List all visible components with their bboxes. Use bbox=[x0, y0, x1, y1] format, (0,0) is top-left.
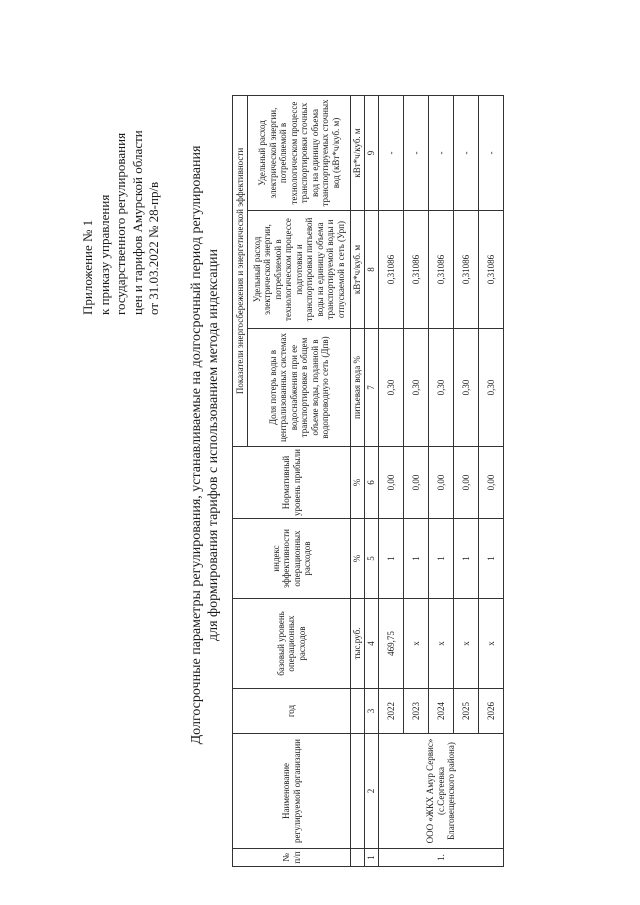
header-water-losses: Доля потерь воды в централизованных системах водоснабжения при ее транспортировке в общем объеме воды, поданной в водопроводную сеть (Дпв) bbox=[248, 329, 351, 447]
cell-losses: 0,30 bbox=[479, 329, 504, 447]
cell-losses: 0,30 bbox=[429, 329, 454, 447]
unit-index: % bbox=[351, 519, 365, 599]
unit-empty bbox=[351, 689, 365, 734]
cell-profit: 0,00 bbox=[429, 447, 454, 519]
cell-elec-water: 0,31086 bbox=[379, 211, 404, 329]
header-efficiency-index: индекс эффективности операционных расходов bbox=[233, 519, 351, 599]
appendix-line: цен и тарифов Амурской области bbox=[129, 130, 145, 315]
cell-year: 2026 bbox=[479, 689, 504, 734]
header-elec-waste: Удельный расход электрической энергии, потребляемой в технологическом процессе транспортировки сточных вод на единицу объема транспортируемых сточных вод (кВт*ч/куб. м) bbox=[248, 96, 351, 211]
cell-elec-water: 0,31086 bbox=[429, 211, 454, 329]
cell-elec-waste: - bbox=[429, 96, 454, 211]
unit-base: тыс.руб. bbox=[351, 599, 365, 689]
unit-elec-waste: кВт*ч/куб. м bbox=[351, 96, 365, 211]
document-title bbox=[188, 15, 222, 875]
cell-elec-water: 0,31086 bbox=[454, 211, 479, 329]
cell-base: х bbox=[404, 599, 429, 689]
header-year: год bbox=[233, 689, 351, 734]
cell-profit: 0,00 bbox=[379, 447, 404, 519]
cell-index: 1 bbox=[479, 519, 504, 599]
title-line: Долгосрочные параметры регулирования, устанавливаемые на долгосрочный период регулирования bbox=[189, 145, 204, 745]
cell-elec-waste: - bbox=[454, 96, 479, 211]
appendix-line: к приказу управления bbox=[96, 194, 112, 315]
cell-index: 1 bbox=[454, 519, 479, 599]
cell-index: 1 bbox=[404, 519, 429, 599]
column-number: 9 bbox=[365, 96, 379, 211]
unit-empty bbox=[351, 849, 365, 867]
column-number: 2 bbox=[365, 734, 379, 849]
column-number: 5 bbox=[365, 519, 379, 599]
appendix-line: государственного регулирования bbox=[113, 132, 128, 315]
header-energy-group: Показатели энергосбережения и энергетической эффективности bbox=[233, 96, 248, 447]
cell-year: 2023 bbox=[404, 689, 429, 734]
column-number: 8 bbox=[365, 211, 379, 329]
header-org: Наименование регулируемой организации bbox=[233, 734, 351, 849]
column-number: 4 bbox=[365, 599, 379, 689]
cell-elec-water: 0,31086 bbox=[404, 211, 429, 329]
cell-index: 1 bbox=[379, 519, 404, 599]
appendix-line: Приложение № 1 bbox=[80, 219, 95, 315]
unit-empty bbox=[351, 734, 365, 849]
header-base-opex: базовый уровень операционных расходов bbox=[233, 599, 351, 689]
header-elec-water: Удельный расход электрической энергии, потребляемой в технологическом процессе подготовки и транспортировки питьевой воды на единицу объема транспортируемой воды и отпускаемой в сеть (Урп) bbox=[248, 211, 351, 329]
cell-losses: 0,30 bbox=[454, 329, 479, 447]
cell-base: 469,75 bbox=[379, 599, 404, 689]
column-number: 1 bbox=[365, 849, 379, 867]
cell-elec-water: 0,31086 bbox=[479, 211, 504, 329]
header-num: № п/п bbox=[233, 849, 351, 867]
appendix-header bbox=[80, 15, 163, 315]
parameters-table bbox=[232, 95, 504, 867]
cell-profit: 0,00 bbox=[404, 447, 429, 519]
column-number: 6 bbox=[365, 447, 379, 519]
cell-losses: 0,30 bbox=[379, 329, 404, 447]
cell-losses: 0,30 bbox=[404, 329, 429, 447]
appendix-line: от 31.03.2022 № 28-пр/в bbox=[146, 181, 161, 315]
cell-elec-waste: - bbox=[379, 96, 404, 211]
cell-elec-waste: - bbox=[404, 96, 429, 211]
column-number: 7 bbox=[365, 329, 379, 447]
cell-year: 2025 bbox=[454, 689, 479, 734]
cell-year: 2024 bbox=[429, 689, 454, 734]
column-number: 3 bbox=[365, 689, 379, 734]
cell-year: 2022 bbox=[379, 689, 404, 734]
cell-base: х bbox=[479, 599, 504, 689]
header-profit-level: Нормативный уровень прибыли bbox=[233, 447, 351, 519]
cell-base: х bbox=[429, 599, 454, 689]
unit-losses: питьевая вода % bbox=[351, 329, 365, 447]
title-line: для формирования тарифов с использованием метода индексации bbox=[206, 248, 221, 642]
cell-profit: 0,00 bbox=[454, 447, 479, 519]
org-number: 1. bbox=[379, 849, 504, 867]
table-row bbox=[379, 96, 404, 867]
cell-index: 1 bbox=[429, 519, 454, 599]
cell-profit: 0,00 bbox=[479, 447, 504, 519]
org-name: ООО «ЖКХ Амур Сервис» (с.Сергеевка Благовещенского района) bbox=[379, 734, 504, 849]
cell-base: х bbox=[454, 599, 479, 689]
unit-profit: % bbox=[351, 447, 365, 519]
unit-elec-water: кВт*ч/куб. м bbox=[351, 211, 365, 329]
cell-elec-waste: - bbox=[479, 96, 504, 211]
